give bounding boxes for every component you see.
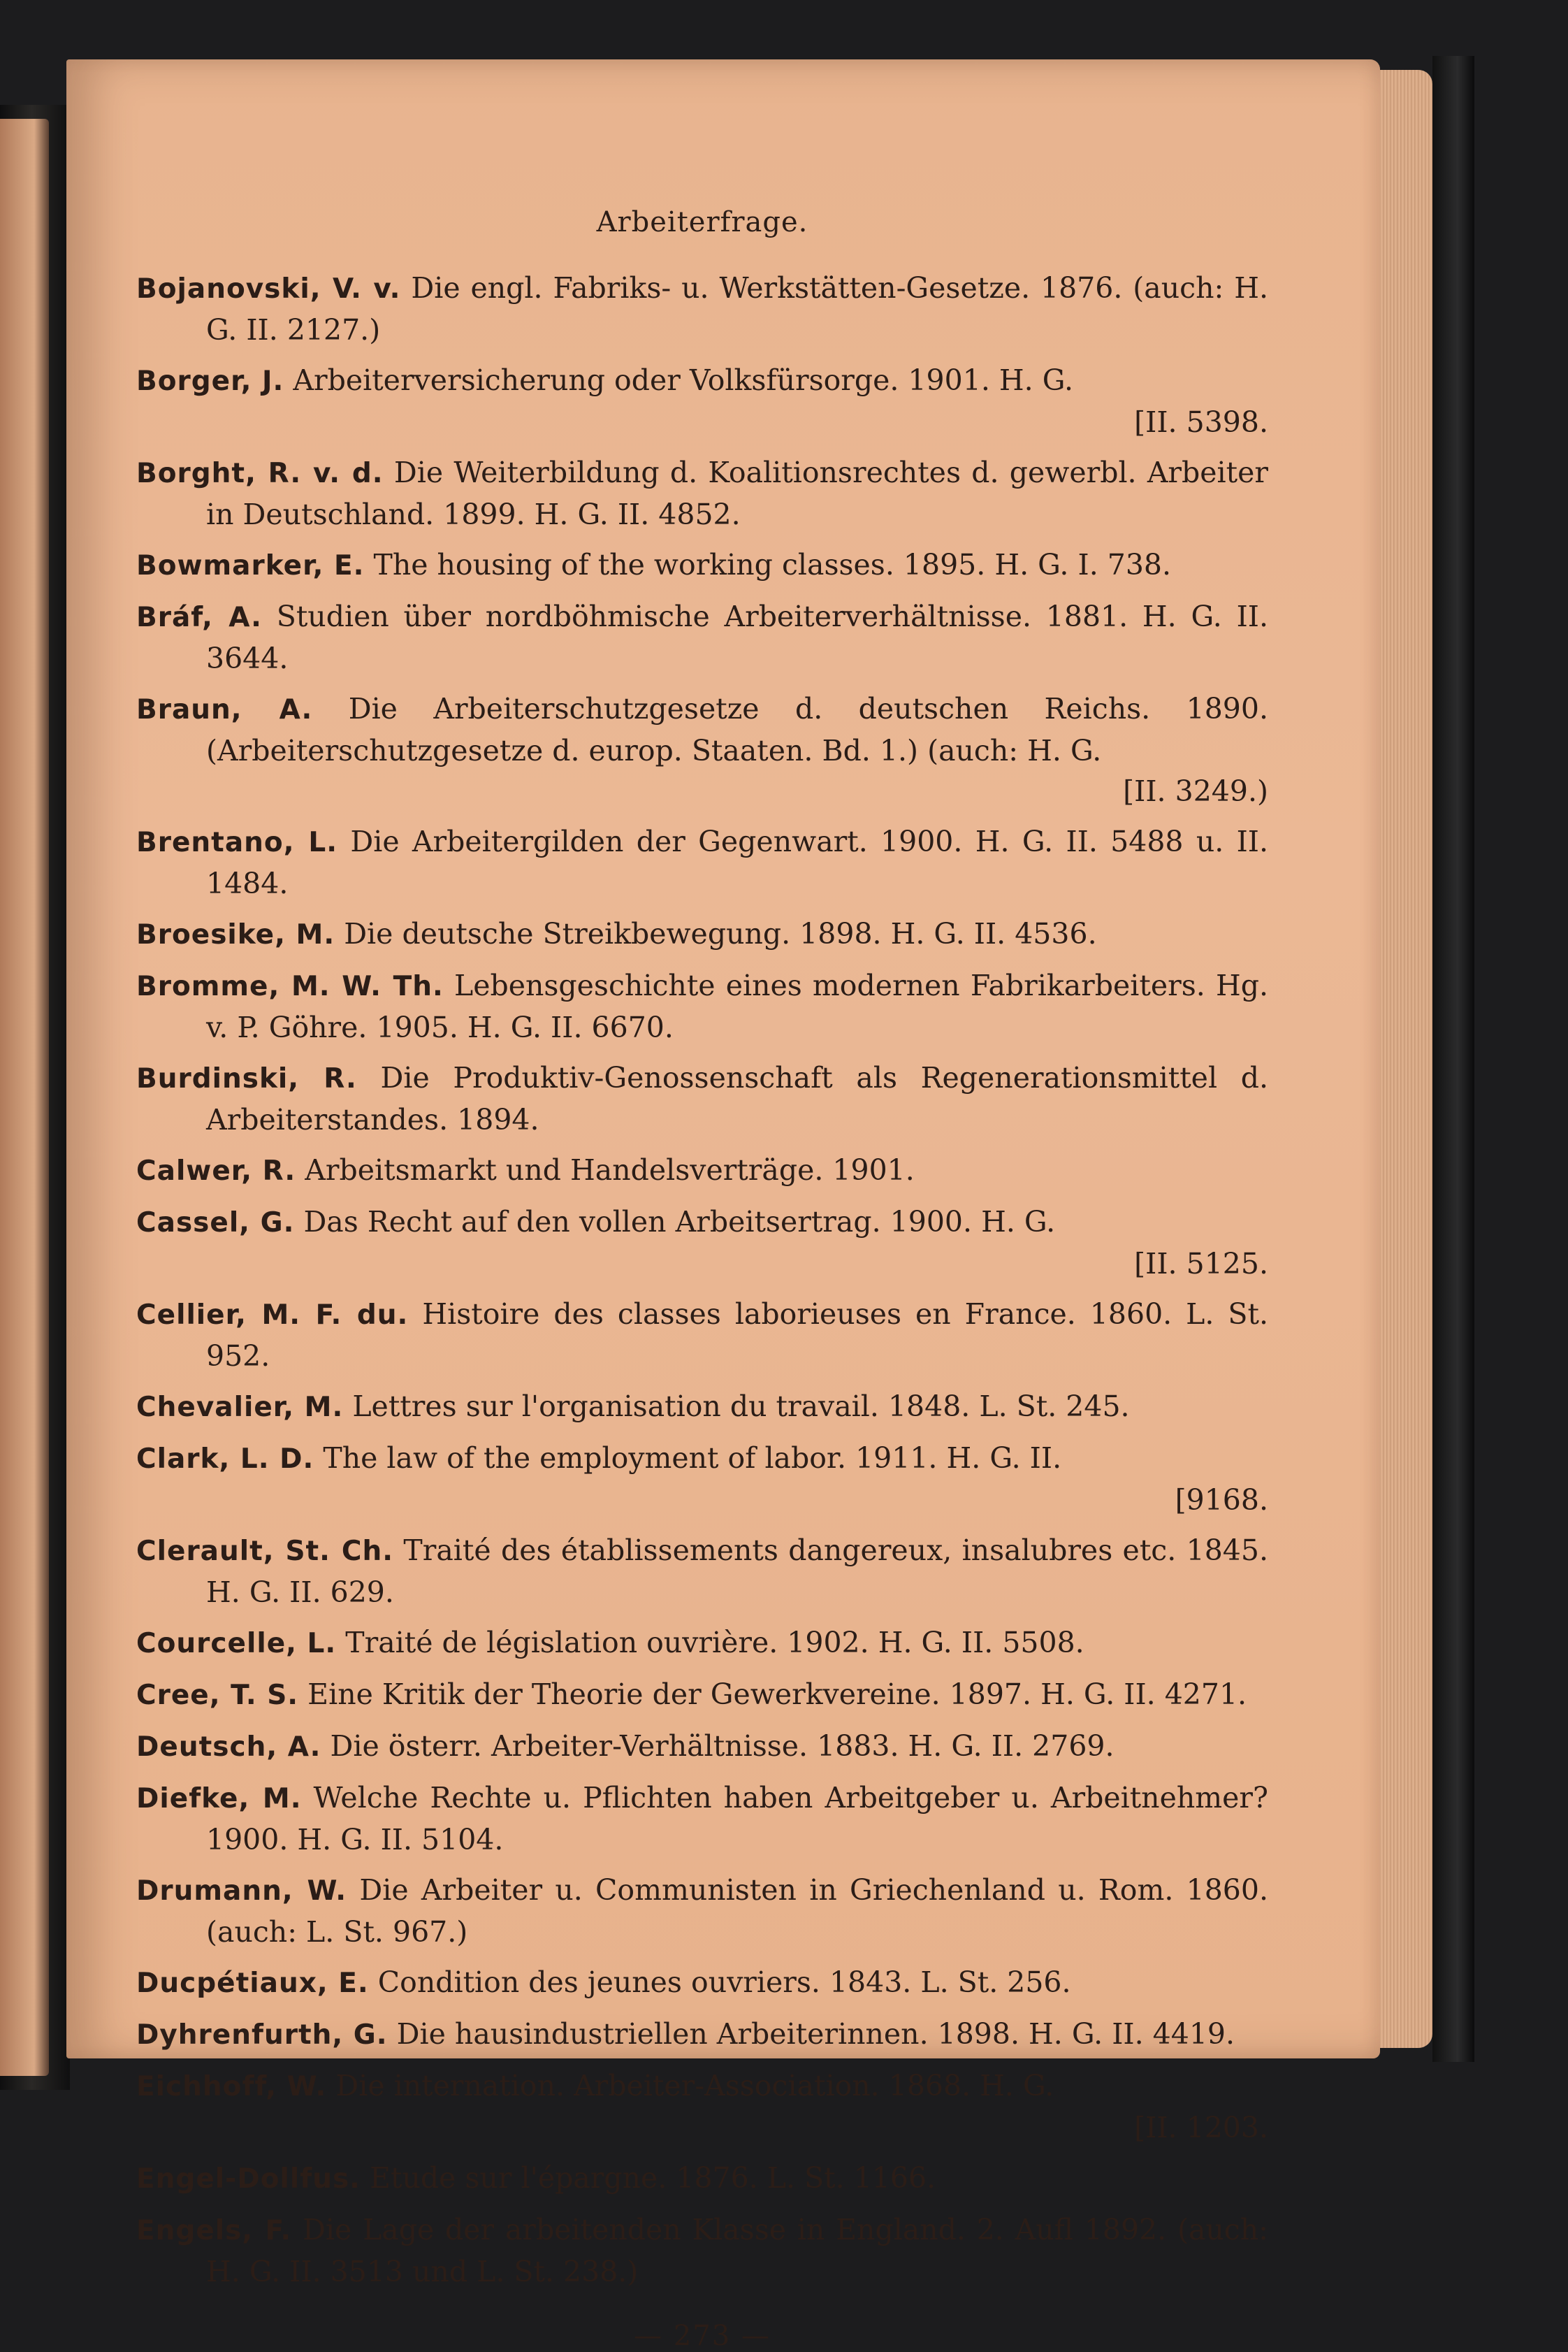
bibliography-entry [136,1777,1268,1860]
entry-author: Broesike, M. [136,919,335,951]
entry-text: The housing of the working classes. 1895. H. G. I. 738. [364,548,1172,582]
entry-author: Chevalier, M. [136,1392,344,1423]
entry-author: Clark, L. D. [136,1443,314,1475]
entry-text: Condition des jeunes ouvriers. 1843. L. St. 256. [368,1965,1071,1999]
entry-author: Burdinski, R. [136,1063,357,1095]
entry-text: Die Arbeitergilden der Gegenwart. 1900. H. G. II. 5488 u. II. 1484. [206,825,1268,900]
entry-text: Die deutsche Streikbewegung. 1898. H. G. II. 4536. [335,917,1097,951]
bibliography-entry [136,452,1268,535]
bibliography-entry [136,1058,1268,1140]
bibliography-entry [136,688,1268,811]
entry-text: Etude sur l'épargne. 1876. L. St. 1166. [361,2161,936,2195]
bibliography-entry [136,2158,1268,2200]
entry-text: Die Arbeiterschutzgesetze d. deutschen Reichs. 1890. (Arbeiterschutzgesetze d. europ. Staaten. Bd. 1.) (auch: H. G. [206,692,1268,767]
bibliography-entry [136,1674,1268,1716]
page-content [136,136,1268,2352]
bibliography-entry [136,821,1268,904]
bibliography-entry [136,360,1268,442]
entry-text: Histoire des classes laborieuses en France. 1860. L. St. 952. [206,1297,1269,1373]
bibliography-entry [136,1726,1268,1768]
entry-text: Arbeiterversicherung oder Volksfürsorge. 1901. H. G. [284,363,1074,397]
entry-author: Courcelle, L. [136,1628,337,1659]
entry-text: Die engl. Fabriks- u. Werkstätten-Gesetze. 1876. (auch: H. G. II. 2127.) [206,271,1268,347]
entry-text: Die Produktiv-Genossenschaft als Regenerationsmittel d. Arbeiterstandes. 1894. [206,1061,1268,1137]
entry-author: Cree, T. S. [136,1680,299,1711]
entry-continuation: [II. 3249.) [1123,774,1268,808]
bibliography-entry [136,1294,1268,1376]
bibliography-entry [136,1202,1268,1284]
entry-text: The law of the employment of labor. 1911. H. G. II. [314,1441,1062,1475]
entry-text: Studien über nordböhmische Arbeiterverhältnisse. 1881. H. G. II. 3644. [206,600,1268,675]
entry-text: Welche Rechte u. Pflichten haben Arbeitgeber u. Arbeitnehmer? 1900. H. G. II. 5104. [206,1781,1268,1856]
entry-text: Arbeitsmarkt und Handelsverträge. 1901. [296,1153,915,1187]
entry-text: Die Lage der arbeitenden Klasse in England. 2. Aufl 1892. (auch: H. G. II. 3513 und L. St. 238.) [206,2213,1268,2288]
entry-author: Clerault, St. Ch. [136,1536,394,1567]
bibliography-entry [136,1962,1268,2004]
entry-text: Traité de législation ouvrière. 1902. H. G. II. 5508. [336,1626,1084,1659]
bibliography-entry [136,1438,1268,1520]
entry-text: Traité des établissements dangereux, insalubres etc. 1845. H. G. II. 629. [206,1534,1268,1609]
bibliography-entry [136,2209,1268,2292]
bibliography-entry [136,596,1268,679]
entry-author: Deutsch, A. [136,1731,321,1763]
bibliography-entry [136,2014,1268,2056]
running-head: Arbeiterfrage. [596,206,808,238]
bibliography-entry [136,268,1268,350]
previous-page-edge [0,119,49,2076]
entry-text: Lettres sur l'organisation du travail. 1848. L. St. 245. [343,1390,1130,1423]
bibliography-entry [136,1386,1268,1428]
bibliography-entry [136,2065,1268,2148]
entry-text: Das Recht auf den vollen Arbeitsertrag. 1900. H. G. [294,1205,1056,1239]
bibliography-entry [136,1870,1268,1952]
bibliography-entry [136,914,1268,955]
bibliography-entry [136,544,1268,586]
book-page [66,59,1380,2352]
entry-author: Borger, J. [136,366,284,397]
entry-author: Bowmarker, E. [136,550,365,582]
entry-author: Engel-Dollfus. [136,2163,361,2195]
entry-author: Dyhrenfurth, G. [136,2019,388,2051]
entry-text: Die österr. Arbeiter-Verhältnisse. 1883. H. G. II. 2769. [321,1729,1115,1763]
bibliography-entry [136,965,1268,1048]
book-cover-edge [1432,56,1474,2062]
entry-continuation: [II. 5125. [1134,1247,1268,1280]
entry-author: Engels, F. [136,2215,292,2246]
entry-author: Cassel, G. [136,1207,295,1239]
entry-author: Ducpétiaux, E. [136,1968,369,1999]
entry-author: Bojanovski, V. v. [136,273,401,305]
entry-continuation: [II. 5398. [1134,405,1268,439]
entry-author: Bromme, M. W. Th. [136,971,444,1002]
entry-author: Cellier, M. F. du. [136,1299,409,1331]
bibliography-entry [136,1530,1268,1613]
bibliography-list [136,268,1268,2292]
entry-author: Drumann, W. [136,1875,347,1907]
entry-text: Lebensgeschichte eines modernen Fabrikarbeiters. Hg. v. P. Göhre. 1905. H. G. II. 6670. [206,969,1268,1044]
entry-text: Eine Kritik der Theorie der Gewerkvereine. 1897. H. G. II. 4271. [298,1678,1247,1711]
entry-author: Brentano, L. [136,827,338,858]
entry-text: Die internation. Arbeiter-Association. 1868. H. G. [326,2069,1054,2102]
entry-author: Braun, A. [136,694,313,726]
bibliography-entry [136,1622,1268,1664]
page-number: — 273 — [634,2320,771,2352]
entry-text: Die Weiterbildung d. Koalitionsrechtes d. gewerbl. Arbeiter in Deutschland. 1899. H. G. II. 4852. [206,456,1268,531]
entry-continuation: [9168. [1175,1483,1268,1517]
entry-author: Eichhoff, W. [136,2071,327,2102]
entry-author: Diefke, M. [136,1783,302,1814]
entry-author: Calwer, R. [136,1155,296,1187]
entry-text: Die Arbeiter u. Communisten in Griechenland u. Rom. 1860. (auch: L. St. 967.) [206,1873,1269,1949]
bibliography-entry [136,1150,1268,1192]
entry-text: Die hausindustriellen Arbeiterinnen. 1898. H. G. II. 4419. [387,2017,1235,2051]
entry-author: Borght, R. v. d. [136,458,384,489]
entry-continuation: [II. 1203. [1134,2111,1268,2144]
entry-author: Bráf, A. [136,602,262,633]
